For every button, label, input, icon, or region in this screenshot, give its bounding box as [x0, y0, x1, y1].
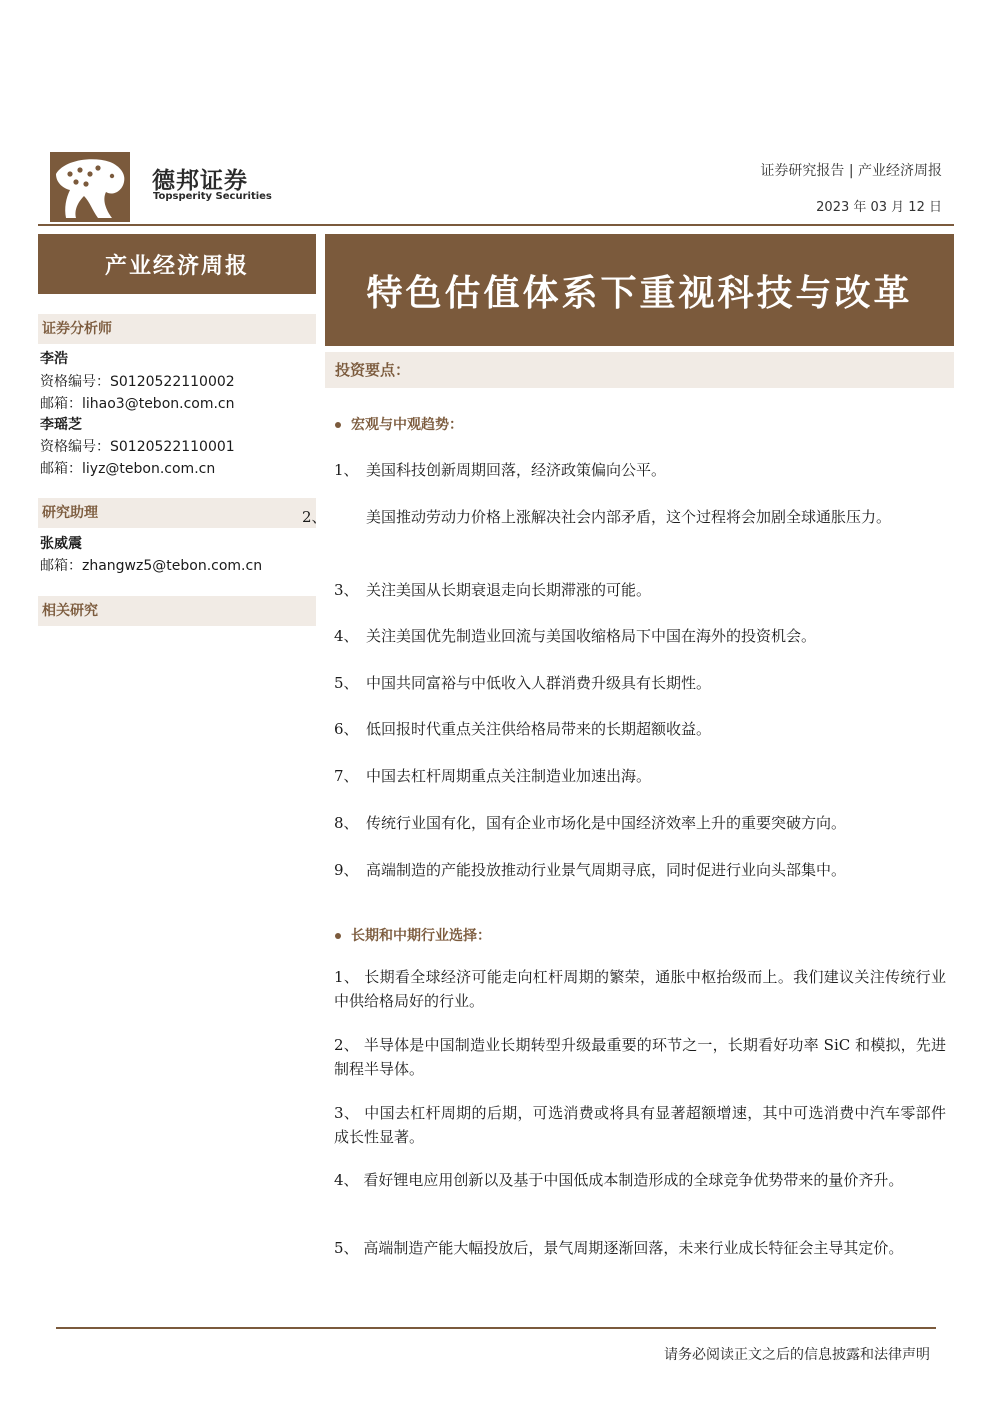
related-research-heading[interactable]: 相关研究	[38, 596, 316, 626]
bullet-dot-icon	[335, 422, 341, 428]
list-item: 2、 半导体是中国制造业长期转型升级最重要的环节之一，长期看好功率 SiC 和模拟，先进制程半导体。	[334, 1036, 946, 1078]
bullet-dot-icon	[335, 933, 341, 939]
report-category: 产业经济周报	[38, 234, 316, 294]
brand-name-en: Topsperity Securities	[153, 191, 272, 202]
analyst-email[interactable]: 邮箱：liyz@tebon.com.cn	[40, 461, 216, 477]
list-item: 5、 中国共同富裕与中低收入人群消费升级具有长期性。	[334, 674, 712, 692]
assistant-email[interactable]: 邮箱：zhangwz5@tebon.com.cn	[40, 558, 263, 574]
list-item: 3、 关注美国从长期衰退走向长期滞涨的可能。	[334, 581, 652, 599]
analyst-cert: 资格编号：S0120522110001	[40, 439, 235, 455]
analyst-cert: 资格编号：S0120522110002	[40, 374, 235, 390]
list-item: 6、 低回报时代重点关注供给格局带来的长期超额收益。	[334, 720, 712, 738]
list-item: 7、 中国去杠杆周期重点关注制造业加速出海。	[334, 767, 652, 785]
list-item: 9、 高端制造的产能投放推动行业景气周期寻底，同时促进行业向头部集中。	[334, 861, 847, 879]
list-item: 1、 美国科技创新周期回落，经济政策偏向公平。	[334, 461, 667, 479]
section-heading: 宏观与中观趋势：	[335, 414, 463, 434]
list-item: 5、 高端制造产能大幅投放后，景气周期逐渐回落，未来行业成长特征会主导其定价。	[334, 1239, 904, 1257]
key-points-label: 投资要点：	[325, 352, 954, 388]
header-divider	[38, 224, 954, 226]
list-item: 3、 中国去杠杆周期的后期，可选消费或将具有显著超额增速，其中可选消费中汽车零部件成长性显著。	[334, 1104, 946, 1146]
section-heading: 长期和中期行业选择：	[335, 925, 491, 945]
analyst-name: 李浩	[40, 351, 68, 367]
footer-disclaimer: 请务必阅读正文之后的信息披露和法律声明	[664, 1347, 930, 1363]
footer-divider	[56, 1327, 936, 1329]
list-item: 2、 美国推动劳动力价格上涨解决社会内部矛盾，这个过程将会加剧全球通胀压力。	[302, 508, 892, 526]
list-item: 4、 关注美国优先制造业回流与美国收缩格局下中国在海外的投资机会。	[334, 627, 817, 645]
brand-name-cn: 德邦证券	[152, 168, 248, 194]
page-title: 特色估值体系下重视科技与改革	[325, 234, 954, 346]
company-logo-icon	[50, 152, 130, 222]
list-item: 8、 传统行业国有化，国有企业市场化是中国经济效率上升的重要突破方向。	[334, 814, 847, 832]
assistant-heading: 研究助理	[38, 498, 316, 528]
list-item: 1、 长期看全球经济可能走向杠杆周期的繁荣，通胀中枢抬级而上。我们建议关注传统行业中供给格局好的行业。	[334, 968, 946, 1010]
report-type: 证券研究报告 | 产业经济周报	[760, 163, 942, 179]
list-item: 4、 看好锂电应用创新以及基于中国低成本制造形成的全球竞争优势带来的量价齐升。	[334, 1171, 904, 1189]
report-date: 2023 年 03 月 12 日	[816, 200, 942, 215]
analyst-email[interactable]: 邮箱：lihao3@tebon.com.cn	[40, 396, 235, 412]
analyst-heading: 证券分析师	[38, 314, 316, 344]
assistant-name: 张威震	[40, 536, 82, 552]
analyst-name: 李瑶芝	[40, 417, 82, 433]
